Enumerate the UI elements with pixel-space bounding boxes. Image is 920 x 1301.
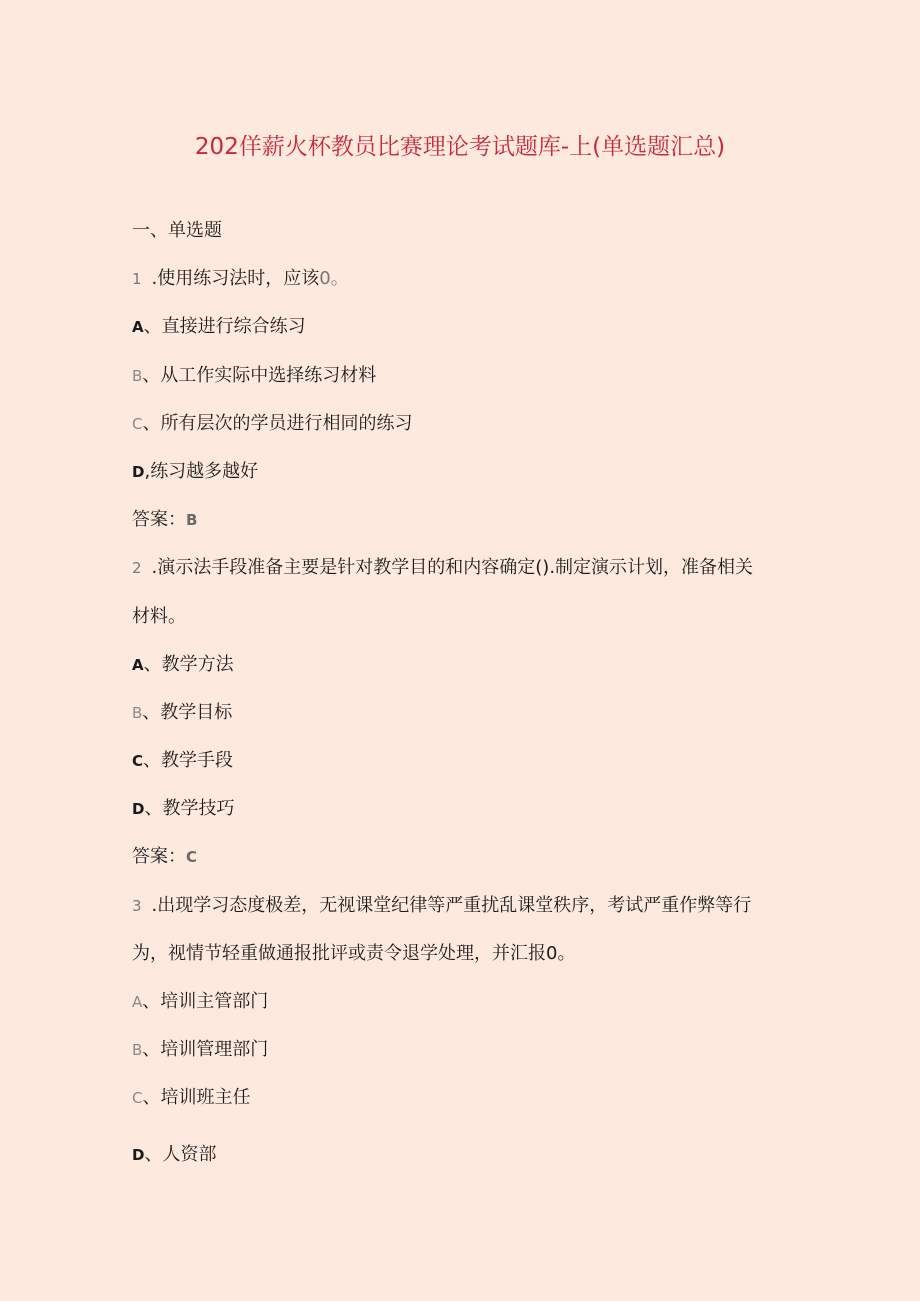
option-sep: 、 xyxy=(144,798,163,819)
option-text: 教学目标 xyxy=(160,702,233,723)
option-label: C xyxy=(132,415,143,433)
option-label: A xyxy=(132,656,144,674)
option-text: 培训管理部门 xyxy=(160,1039,269,1060)
option-b xyxy=(132,364,376,388)
option-text: 练习越多越好 xyxy=(150,461,259,482)
section-heading: 一、单选题 xyxy=(132,220,222,241)
option-sep: 、 xyxy=(142,1039,161,1060)
option-text: 教学技巧 xyxy=(162,798,235,819)
option-sep: 、 xyxy=(142,365,161,386)
option-a xyxy=(132,990,268,1014)
option-b xyxy=(132,701,232,725)
option-sep: 、 xyxy=(142,413,161,434)
option-label: A xyxy=(132,993,143,1011)
option-text: 培训班主任 xyxy=(160,1087,251,1108)
option-text: 所有层次的学员进行相同的练习 xyxy=(160,413,413,434)
question-text-tail: ().制定演示计划，准备相关 xyxy=(535,557,754,578)
option-label: D xyxy=(132,463,145,481)
option-text: 人资部 xyxy=(162,1144,217,1165)
question-text: .演示法手段准备主要是针对教学目的和内容确定 xyxy=(151,557,536,578)
answer-label: 答案： xyxy=(132,846,186,867)
option-label: C xyxy=(132,752,144,770)
option-d xyxy=(132,797,234,821)
option-a xyxy=(132,315,306,339)
question-number: 2 xyxy=(132,559,142,577)
option-text: 教学手段 xyxy=(161,750,234,771)
option-label: D xyxy=(132,800,145,818)
question-number: 1 xyxy=(132,270,142,288)
question-2 xyxy=(132,556,753,580)
question-1 xyxy=(132,267,349,291)
question-text-tail: 0。 xyxy=(319,268,349,289)
option-d xyxy=(132,1143,216,1167)
option-label: A xyxy=(132,318,144,336)
option-sep: , xyxy=(144,461,151,482)
answer-value: C xyxy=(186,848,198,866)
option-sep: 、 xyxy=(143,654,162,675)
answer-value: B xyxy=(186,511,198,529)
option-sep: 、 xyxy=(142,991,161,1012)
question-3-line2: 为，视情节轻重做通报批评或责令退学处理，并汇报0。 xyxy=(132,943,576,964)
document-title: 202佯薪火杯教员比赛理论考试题库-上(单选题汇总) xyxy=(194,134,726,160)
option-sep: 、 xyxy=(142,702,161,723)
option-sep: 、 xyxy=(144,1144,163,1165)
answer-2 xyxy=(132,845,197,869)
answer-1 xyxy=(132,508,197,532)
option-d xyxy=(132,460,258,484)
option-text: 从工作实际中选择练习材料 xyxy=(160,365,377,386)
option-c xyxy=(132,412,412,436)
option-c xyxy=(132,749,233,773)
option-a xyxy=(132,653,234,677)
question-text: .出现学习态度极差，无视课堂纪律等严重扰乱课堂秩序，考试严重作弊等行 xyxy=(151,895,752,916)
answer-label: 答案： xyxy=(132,509,186,530)
question-2-line2: 材料。 xyxy=(132,606,186,627)
option-label: B xyxy=(132,1041,143,1059)
question-number: 3 xyxy=(132,897,142,915)
option-label: B xyxy=(132,704,143,722)
option-b xyxy=(132,1038,268,1062)
option-text: 直接进行综合练习 xyxy=(161,316,306,337)
option-label: B xyxy=(132,367,143,385)
option-label: C xyxy=(132,1089,143,1107)
option-label: D xyxy=(132,1146,145,1164)
option-sep: 、 xyxy=(143,750,162,771)
option-sep: 、 xyxy=(142,1087,161,1108)
option-text: 教学方法 xyxy=(161,654,234,675)
option-c xyxy=(132,1086,250,1110)
question-3 xyxy=(132,894,751,918)
option-sep: 、 xyxy=(143,316,162,337)
question-text: .使用练习法时，应该 xyxy=(151,268,320,289)
option-text: 培训主管部门 xyxy=(160,991,269,1012)
